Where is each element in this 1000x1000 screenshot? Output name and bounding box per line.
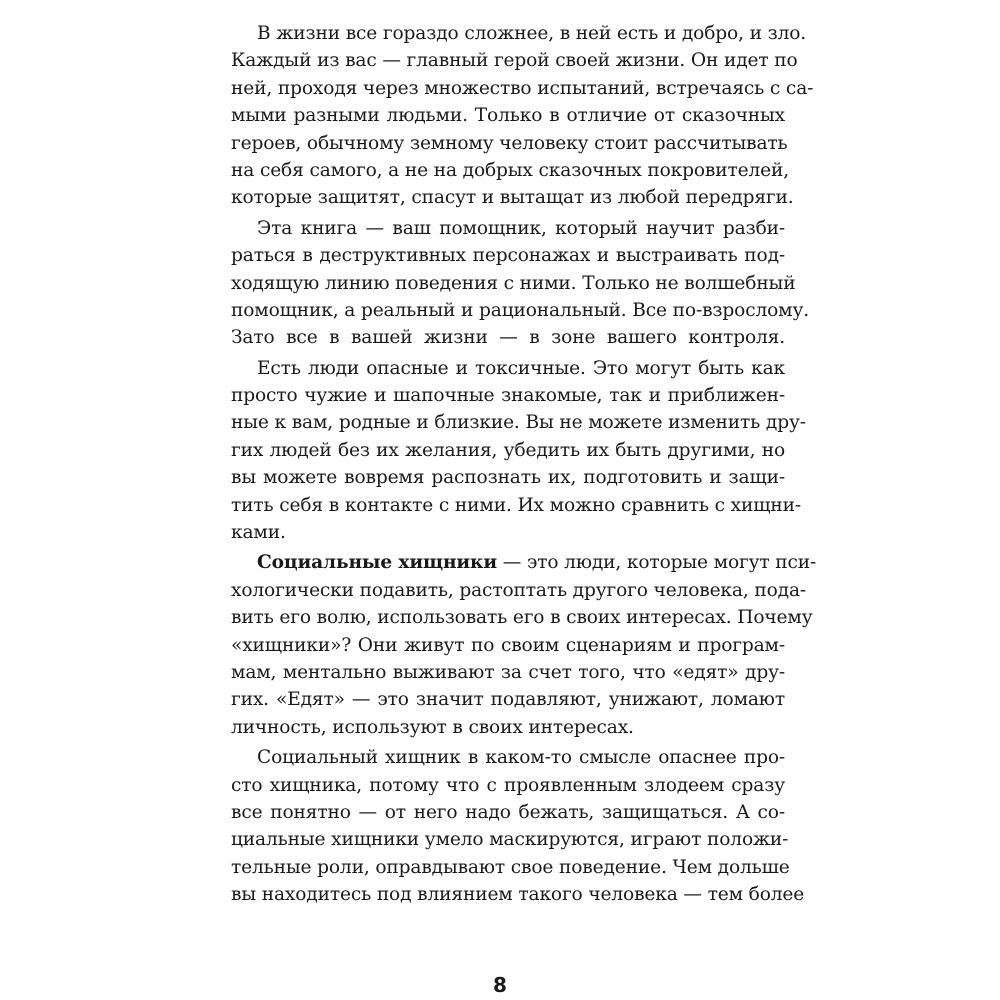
text-line: хологически подавить, растоптать другого человека, пода- (231, 579, 807, 601)
text-line: Каждый из вас — главный герой своей жизни. Он идет по (231, 50, 798, 72)
text-line: В жизни все гораздо сложнее, в ней есть и добро, и зло. (257, 23, 807, 44)
text-line: ней, проходя через множество испытаний, встречаясь с са- (231, 77, 814, 99)
text-line: гих людей без их желания, убедить их быть другими, но (231, 439, 785, 461)
text-line: мыми разными людьми. Только в отличие от сказочных (231, 105, 785, 127)
text-line: Зато все в вашей жизни — в зоне вашего контроля. (231, 327, 785, 349)
text-line: раться в деструктивных персонажах и выстраивать под- (231, 245, 785, 267)
bold-term: Социальные хищники (257, 552, 497, 574)
text-line: «хищники»? Они живут по своим сценариям и програм- (231, 634, 785, 656)
text-line: Есть люди опасные и токсичные. Это могут быть как (257, 357, 785, 379)
paragraph (231, 20, 814, 212)
text-line (231, 549, 817, 576)
text-line: ками. (231, 522, 286, 544)
text-line: вить его волю, использовать его в своих интересах. Почему (231, 607, 813, 629)
text-line: ные к вам, родные и близкие. Вы не можете изменить дру- (231, 412, 806, 434)
text-line: которые защитят, спасут и вытащат из любой передряги. (231, 187, 794, 209)
text-line: гих. «Едят» — это значит подавляют, унижают, ломают (231, 689, 785, 711)
text-line: героев, обычному земному человеку стоит рассчитывать (231, 132, 788, 154)
body-text (231, 20, 817, 909)
text-line: просто чужие и шапочные знакомые, так и приближен- (231, 385, 785, 407)
text-line: Социальный хищник в каком-то смысле опаснее про- (257, 747, 785, 769)
text-line: помощник, а реальный и рациональный. Все по-взрослому. (231, 299, 810, 321)
text-line: вы находитесь под влиянием такого человека — тем более (231, 884, 805, 906)
text-span: — это люди, которые могут пси- (496, 552, 817, 574)
text-line: все понятно — от него надо бежать, защищаться. А со- (231, 801, 785, 823)
paragraph (231, 744, 805, 908)
page-number: 8 (493, 973, 507, 997)
paragraph (231, 215, 810, 352)
paragraph (231, 549, 817, 741)
text-line: на себя самого, а не на добрых сказочных покровителей, (231, 159, 789, 181)
text-line: тить себя в контакте с ними. Их можно сравнить с хищни- (231, 494, 801, 516)
text-line: личность, используют в своих интересах. (231, 716, 634, 738)
text-line: вы можете вовремя распознать их, подготовить и защи- (231, 467, 785, 489)
text-line: ходящую линию поведения с ними. Только не волшебный (231, 272, 796, 294)
paragraph (231, 355, 806, 547)
text-line: Эта книга — ваш помощник, который научит разби- (257, 217, 785, 239)
text-line: тельные роли, оправдывают свое поведение. Чем дольше (231, 856, 790, 878)
text-line: мам, ментально выживают за счет того, что «едят» дру- (231, 661, 785, 683)
text-line: циальные хищники умело маскируются, играют положи- (231, 829, 789, 851)
text-line: сто хищника, потому что с проявленным злодеем сразу (231, 774, 785, 796)
